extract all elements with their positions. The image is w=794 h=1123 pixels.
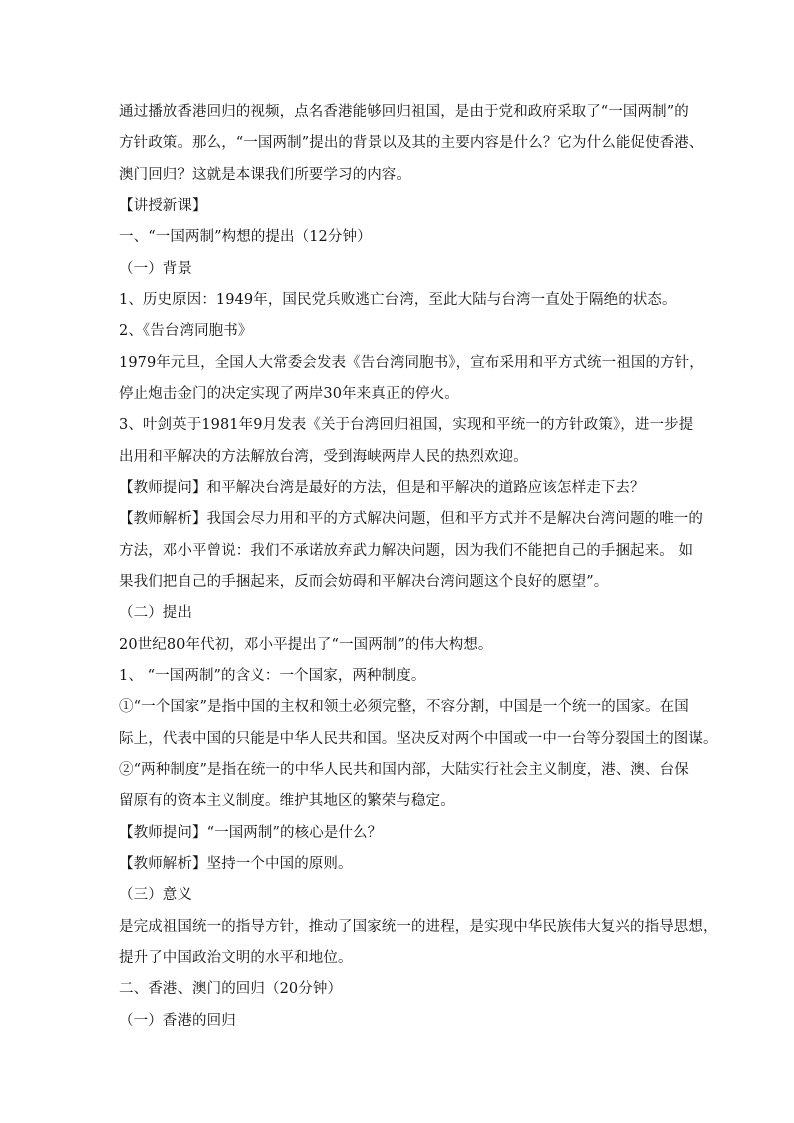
text-line: 是完成祖国统一的指导方针，推动了国家统一的进程，是实现中华民族伟大复兴的指导思想， (119, 919, 718, 935)
text-line: 方针政策。那么，“一国两制”提出的背景以及其的主要内容是什么？它为什么能促使香港、 (119, 135, 704, 151)
text-line: 际上，代表中国的只能是中华人民共和国。坚决反对两个中国或一中一台等分裂国土的图谋。 (119, 731, 718, 747)
text-line: 1979年元旦，全国人大常委会发表《告台湾同胞书》，宣布采用和平方式统一祖国的方针， (119, 355, 704, 371)
text-line: 澳门回归？这就是本课我们所要学习的内容。 (119, 167, 411, 183)
teacher-question: 【教师提问】和平解决台湾是最好的方法，但是和平解决的道路应该怎样走下去？ (119, 480, 645, 496)
text-line: 方法，邓小平曾说：我们不承诺放弃武力解决问题，因为我们不能把自己的手捆起来。 如 (119, 543, 694, 559)
text-line: 留原有的资本主义制度。维护其地区的繁荣与稳定。 (119, 793, 455, 809)
text-line: 果我们把自己的手捆起来，反而会妨碍和平解决台湾问题这个良好的愿望”。 (119, 574, 609, 590)
text-line: 20世纪80年代初，邓小平提出了“一国两制”的伟大构想。 (119, 637, 493, 653)
text-line: 1、 “一国两制”的含义：一个国家，两种制度。 (119, 668, 426, 684)
subsection-heading: （一）背景 (119, 261, 192, 277)
text-line: 2、《告台湾同胞书》 (119, 323, 253, 339)
subsection-heading: （三）意义 (119, 887, 192, 903)
subsection-heading: （一）香港的回归 (119, 1013, 236, 1029)
text-line: 1、历史原因：1949年，国民党兵败逃亡台湾，至此大陆与台湾一直处于隔绝的状态。 (119, 292, 677, 308)
section-heading: 【讲授新课】 (119, 198, 207, 214)
text-line: ①“一个国家”是指中国的主权和领土必须完整，不容分割，中国是一个统一的国家。在国 (119, 699, 689, 715)
text-line: 提升了中国政治文明的水平和地位。 (119, 950, 353, 966)
text-line: 出用和平解决的方法解放台湾，受到海峡两岸人民的热烈欢迎。 (119, 449, 528, 465)
text-line: 停止炮击金门的决定实现了两岸30年来真正的停火。 (119, 386, 459, 402)
section-heading: 一、“一国两制”构想的提出（12分钟） (119, 229, 372, 245)
section-heading: 二、香港、澳门的回归（20分钟） (119, 981, 343, 997)
text-line: ②“两种制度”是指在统一的中华人民共和国内部，大陆实行社会主义制度，港、澳、台保 (119, 762, 689, 778)
teacher-analysis: 【教师解析】我国会尽力用和平的方式解决问题，但和平方式并不是解决台湾问题的唯一的 (119, 511, 703, 527)
teacher-question: 【教师提问】“一国两制”的核心是什么？ (119, 825, 383, 841)
subsection-heading: （二）提出 (119, 605, 192, 621)
text-line: 3、叶剑英于1981年9月发表《关于台湾回归祖国，实现和平统一的方针政策》，进一步提 (119, 417, 694, 433)
teacher-analysis: 【教师解析】坚持一个中国的原则。 (119, 856, 353, 872)
text-line: 通过播放香港回归的视频，点名香港能够回归祖国，是由于党和政府采取了“一国两制”的 (119, 104, 689, 120)
